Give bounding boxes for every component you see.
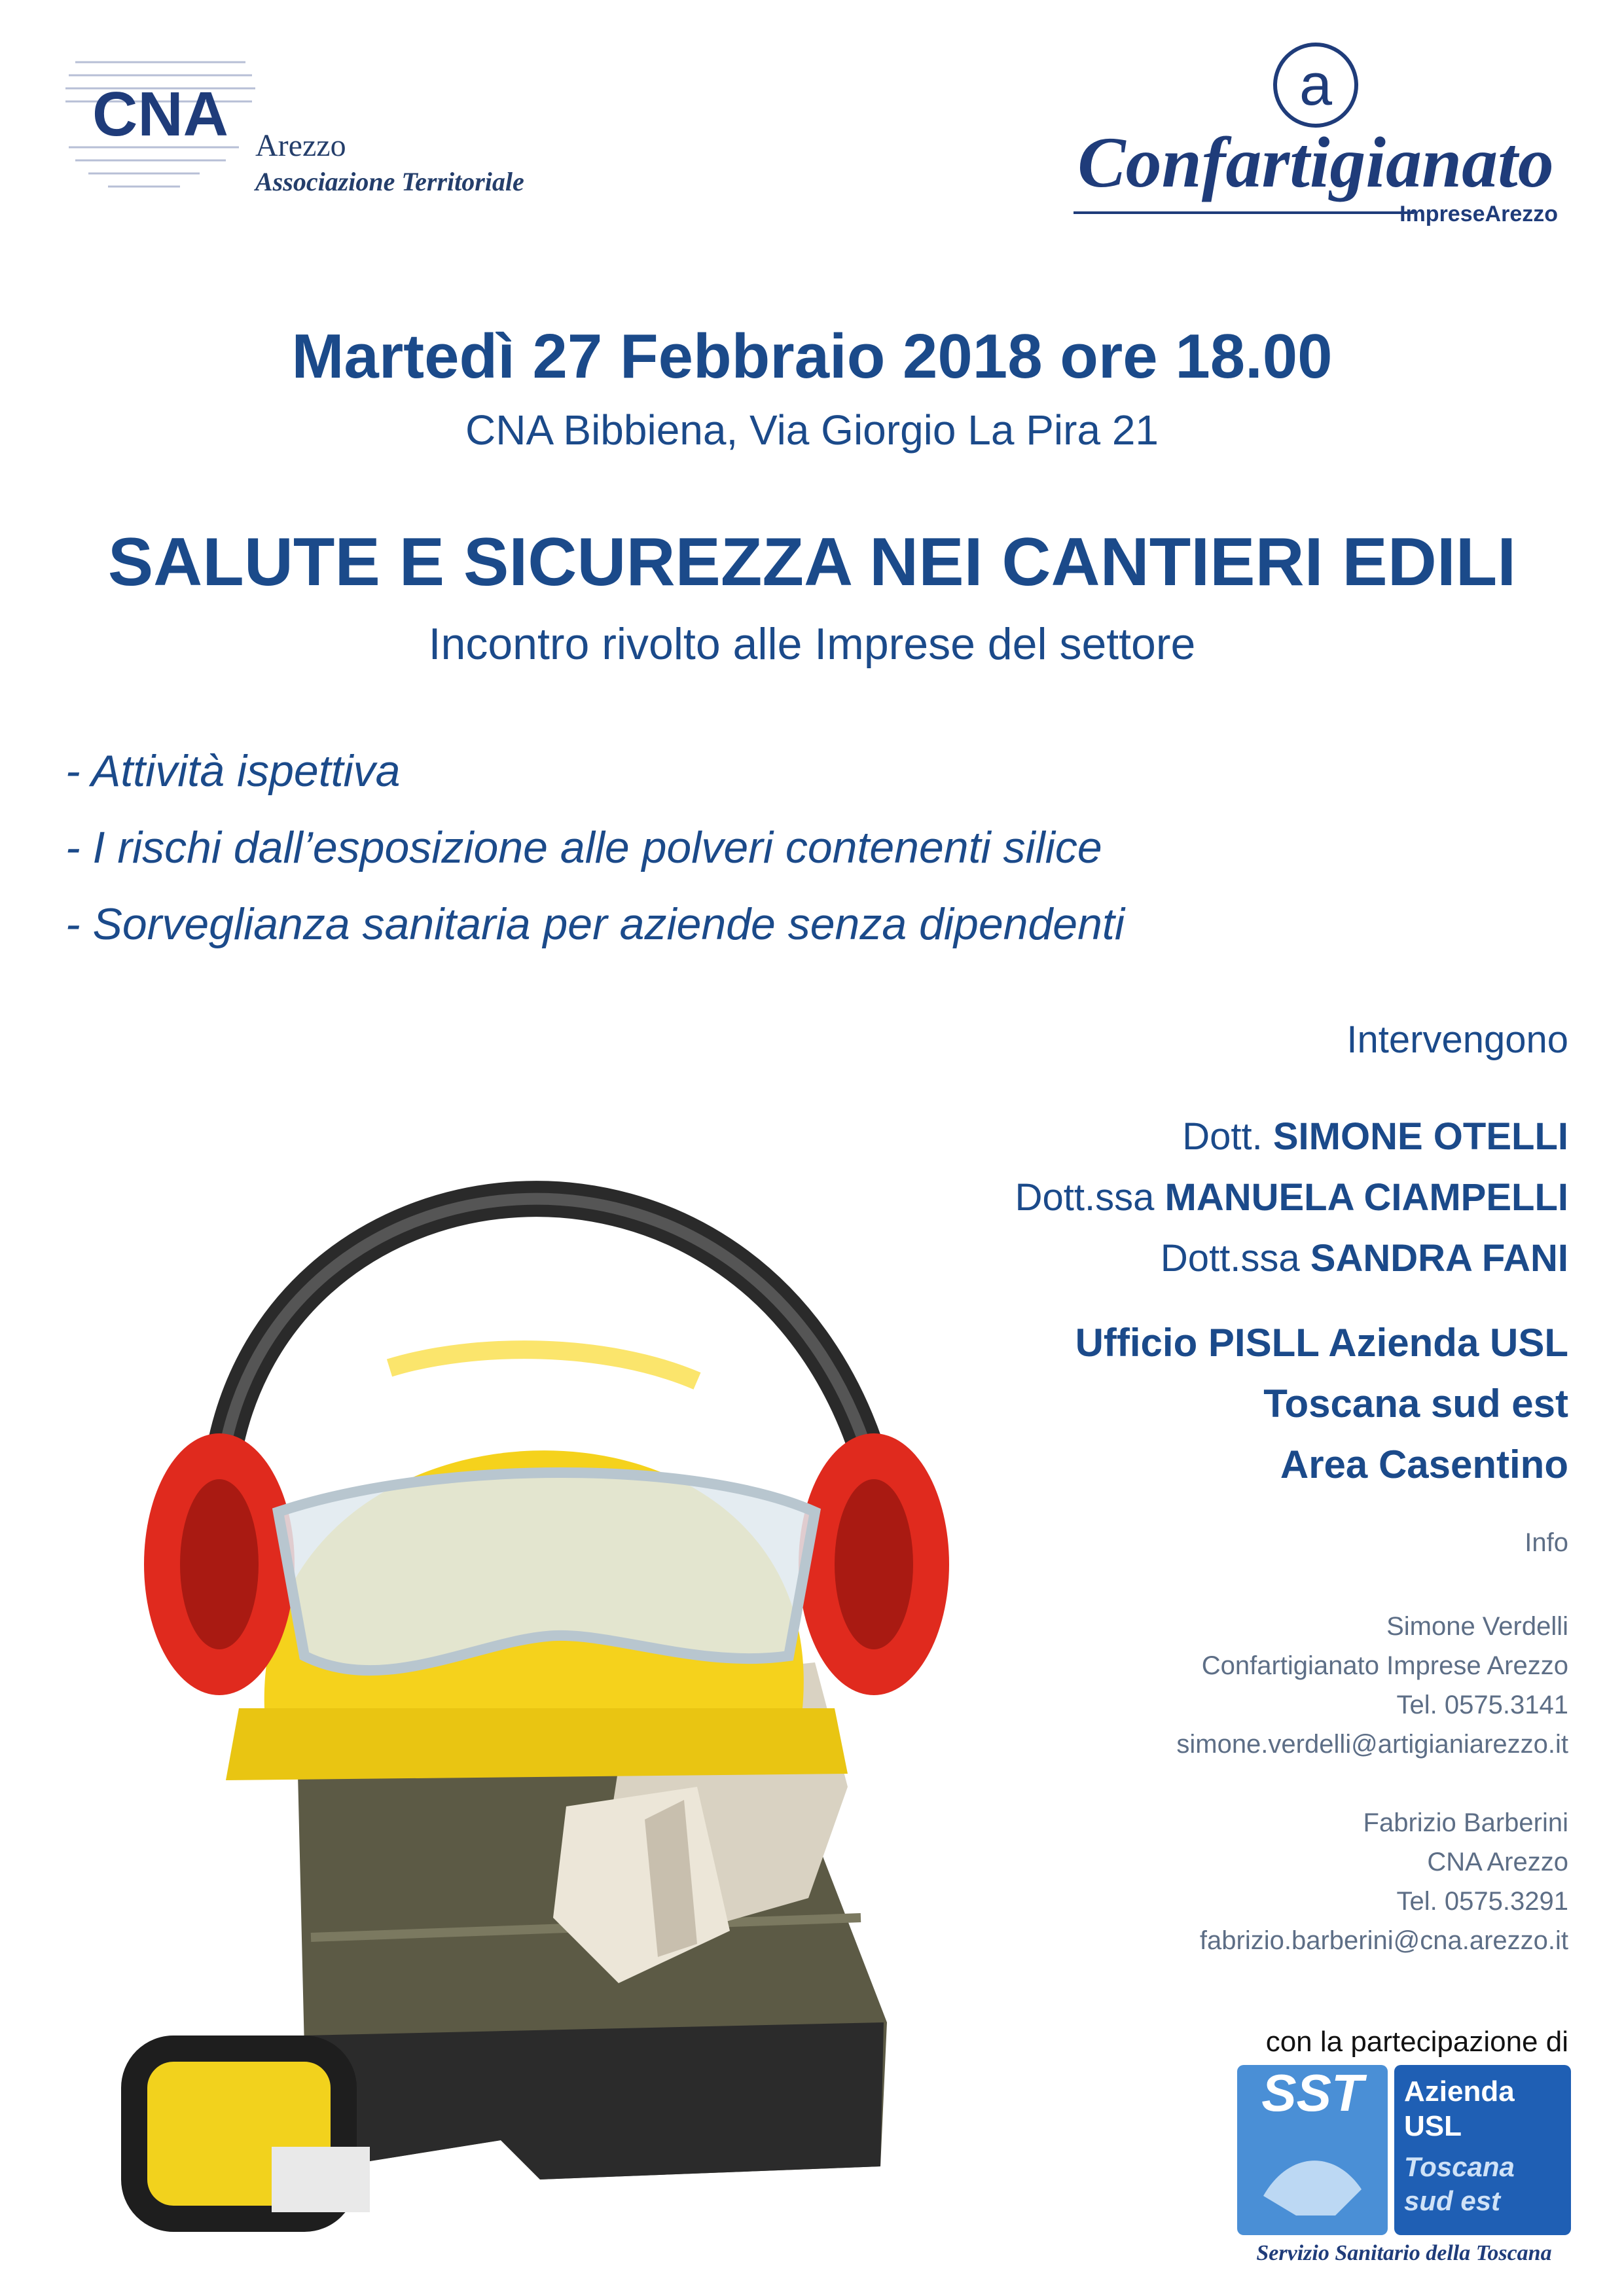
topic-item: - Sorveglianza sanitaria per aziende senza dipendenti bbox=[65, 899, 1125, 949]
contact-org: Confartigianato Imprese Arezzo bbox=[1201, 1651, 1568, 1680]
cna-association: Associazione Territoriale bbox=[255, 167, 524, 196]
participation-label: con la partecipazione di bbox=[1265, 2026, 1568, 2058]
event-title: SALUTE E SICUREZZA NEI CANTIERI EDILI bbox=[107, 524, 1517, 600]
office-line: Toscana sud est bbox=[1263, 1382, 1568, 1426]
cna-logo-mark: CNA bbox=[92, 79, 228, 149]
topics-list bbox=[65, 733, 1125, 963]
confartigianato-logo bbox=[1060, 39, 1571, 229]
topic-item: - I rischi dall’esposizione alle polveri contenenti silice bbox=[65, 823, 1102, 872]
cna-logo bbox=[56, 36, 265, 200]
contact-org: CNA Arezzo bbox=[1427, 1848, 1568, 1876]
sst-line: Azienda bbox=[1404, 2075, 1515, 2108]
speaker-name: SIMONE OTELLI bbox=[1272, 1115, 1568, 1158]
contact-email: fabrizio.barberini@cna.arezzo.it bbox=[1199, 1926, 1568, 1955]
speaker-title: Dott.ssa bbox=[1015, 1176, 1155, 1219]
safety-equipment-illustration bbox=[108, 1001, 959, 2232]
contact-email: simone.verdelli@artigianiarezzo.it bbox=[1176, 1730, 1568, 1759]
speaker-item bbox=[1015, 1167, 1568, 1228]
speakers-list bbox=[1015, 1106, 1568, 1289]
sst-logo bbox=[1237, 2065, 1571, 2265]
contact-name: Simone Verdelli bbox=[1386, 1612, 1568, 1641]
sst-footer: Servizio Sanitario della Toscana bbox=[1256, 2241, 1552, 2265]
info-label: Info bbox=[1525, 1528, 1568, 1557]
speaker-name: MANUELA CIAMPELLI bbox=[1164, 1176, 1568, 1219]
office-line: Area Casentino bbox=[1280, 1443, 1568, 1486]
office-line: Ufficio PISLL Azienda USL bbox=[1075, 1321, 1568, 1365]
contact-block bbox=[1176, 1607, 1568, 1764]
office-block bbox=[1075, 1312, 1568, 1495]
speaker-title: Dott. bbox=[1182, 1115, 1263, 1158]
sst-line: USL bbox=[1404, 2110, 1462, 2142]
speaker-item bbox=[1015, 1106, 1568, 1167]
contact-name: Fabrizio Barberini bbox=[1363, 1808, 1568, 1837]
sst-mark: SST bbox=[1261, 2065, 1363, 2122]
cna-city: Arezzo bbox=[255, 128, 346, 163]
topic-item: - Attività ispettiva bbox=[65, 746, 401, 796]
contact-block bbox=[1200, 1803, 1568, 1960]
sst-line: Toscana bbox=[1404, 2151, 1515, 2182]
confartigianato-sub: ImpreseArezzo bbox=[1399, 202, 1558, 226]
confartigianato-mark: Confartigianato bbox=[1077, 122, 1554, 202]
event-date: Martedì 27 Febbraio 2018 ore 18.00 bbox=[291, 321, 1333, 391]
contact-phone: Tel. 0575.3141 bbox=[1396, 1691, 1568, 1719]
confartigianato-symbol: a bbox=[1299, 52, 1333, 118]
contact-phone: Tel. 0575.3291 bbox=[1396, 1887, 1568, 1916]
speakers-label: Intervengono bbox=[1346, 1018, 1568, 1061]
speaker-name: SANDRA FANI bbox=[1310, 1237, 1568, 1280]
sst-line: sud est bbox=[1404, 2185, 1501, 2216]
speaker-item bbox=[1015, 1228, 1568, 1289]
event-venue: CNA Bibbiena, Via Giorgio La Pira 21 bbox=[465, 406, 1159, 454]
event-subtitle: Incontro rivolto alle Imprese del settore bbox=[428, 619, 1196, 669]
speaker-title: Dott.ssa bbox=[1160, 1237, 1300, 1280]
cna-logo-text bbox=[255, 128, 524, 197]
